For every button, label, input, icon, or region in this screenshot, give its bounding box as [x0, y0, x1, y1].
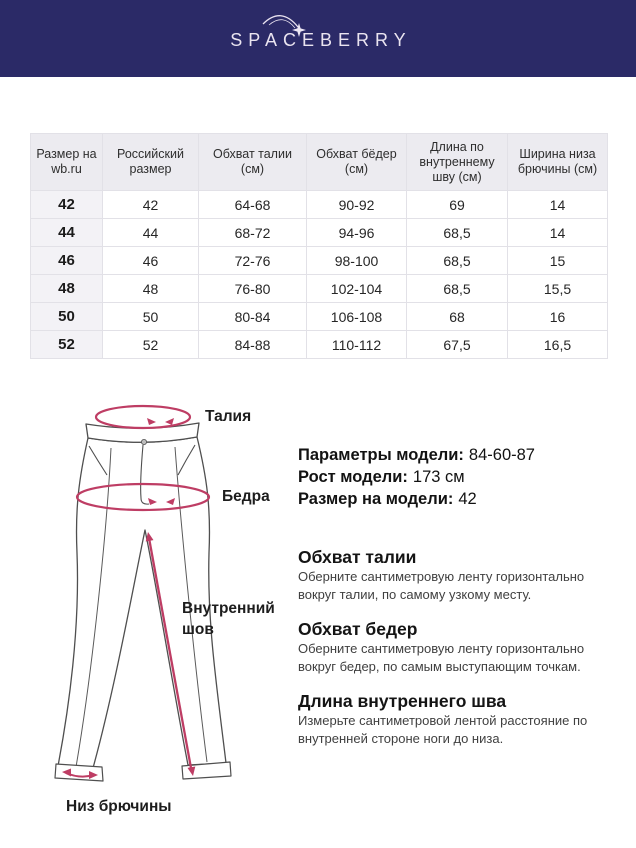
- table-row: [31, 191, 608, 219]
- column-header-hem-width: Ширина низа брючины (см): [508, 134, 608, 191]
- model-size-value: 42: [458, 490, 477, 508]
- table-row: [31, 219, 608, 247]
- hem-label: Низ брючины: [66, 798, 172, 815]
- table-cell: 46: [103, 247, 199, 275]
- section-waist-title: Обхват талии: [298, 547, 417, 567]
- table-cell: 98-100: [307, 247, 407, 275]
- table-cell: 68,5: [407, 219, 508, 247]
- table-cell: 80-84: [199, 303, 307, 331]
- section-inseam: [298, 690, 613, 747]
- button-icon: [141, 439, 146, 444]
- waist-measure-arrow: [96, 406, 190, 428]
- table-cell: 16,5: [508, 331, 608, 359]
- table-cell: 52: [103, 331, 199, 359]
- table-cell: 84-88: [199, 331, 307, 359]
- table-cell: 68,5: [407, 247, 508, 275]
- table-cell: 16: [508, 303, 608, 331]
- table-cell: 64-68: [199, 191, 307, 219]
- section-hips: [298, 618, 613, 675]
- table-cell: 52: [31, 331, 103, 359]
- table-cell: 68: [407, 303, 508, 331]
- section-hips-text: Оберните сантиметровую ленту горизонтально вокруг бедер, по самым выступающим точкам.: [298, 641, 585, 674]
- model-height-value: 173 см: [412, 468, 465, 486]
- table-cell: 76-80: [199, 275, 307, 303]
- model-info: [298, 444, 613, 510]
- table-cell: 69: [407, 191, 508, 219]
- table-cell: 110-112: [307, 331, 407, 359]
- model-height-line: [298, 466, 613, 488]
- column-header-size-wb: Размер на wb.ru: [31, 134, 103, 191]
- model-size-line: [298, 488, 613, 510]
- size-table: [30, 133, 608, 359]
- table-cell: 102-104: [307, 275, 407, 303]
- table-cell: 15: [508, 247, 608, 275]
- model-size-label: Размер на модели:: [298, 490, 454, 508]
- table-cell: 14: [508, 219, 608, 247]
- table-cell: 46: [31, 247, 103, 275]
- model-height-label: Рост модели:: [298, 468, 408, 486]
- table-cell: 68,5: [407, 275, 508, 303]
- table-header-row: [31, 134, 608, 191]
- table-cell: 14: [508, 191, 608, 219]
- table-cell: 50: [103, 303, 199, 331]
- table-row: [31, 303, 608, 331]
- column-header-inseam: Длина по внутреннему шву (см): [407, 134, 508, 191]
- table-cell: 44: [31, 219, 103, 247]
- table-cell: 68-72: [199, 219, 307, 247]
- section-waist-text: Оберните сантиметровую ленту горизонтально вокруг талии, по самому узкому месту.: [298, 569, 585, 602]
- table-cell: 106-108: [307, 303, 407, 331]
- waist-label: Талия: [205, 408, 252, 425]
- column-header-waist: Обхват талии (см): [199, 134, 307, 191]
- table-cell: 42: [31, 191, 103, 219]
- model-params-label: Параметры модели:: [298, 446, 464, 464]
- column-header-size-ru: Российский размер: [103, 134, 199, 191]
- table-cell: 67,5: [407, 331, 508, 359]
- table-cell: 42: [103, 191, 199, 219]
- table-cell: 72-76: [199, 247, 307, 275]
- table-cell: 48: [103, 275, 199, 303]
- section-hips-title: Обхват бедер: [298, 619, 418, 639]
- hips-label: Бедра: [222, 488, 270, 505]
- table-cell: 48: [31, 275, 103, 303]
- table-row: [31, 331, 608, 359]
- section-waist: [298, 546, 613, 603]
- header-banner: [0, 0, 636, 77]
- section-inseam-text: Измерьте сантиметровой лентой расстояние по внутренней стороне ноги до низа.: [298, 713, 588, 746]
- table-cell: 44: [103, 219, 199, 247]
- model-params-value: 84-60-87: [468, 446, 535, 464]
- model-params-line: [298, 444, 613, 466]
- table-cell: 94-96: [307, 219, 407, 247]
- table-cell: 50: [31, 303, 103, 331]
- inseam-label: Внутренний шов: [182, 600, 275, 638]
- table-cell: 15,5: [508, 275, 608, 303]
- table-row: [31, 275, 608, 303]
- measurement-info: [298, 444, 613, 747]
- column-header-hips: Обхват бёдер (см): [307, 134, 407, 191]
- table-row: [31, 247, 608, 275]
- section-inseam-title: Длина внутреннего шва: [298, 691, 507, 711]
- table-cell: 90-92: [307, 191, 407, 219]
- brand-logo: SPACEBERRY: [230, 30, 412, 50]
